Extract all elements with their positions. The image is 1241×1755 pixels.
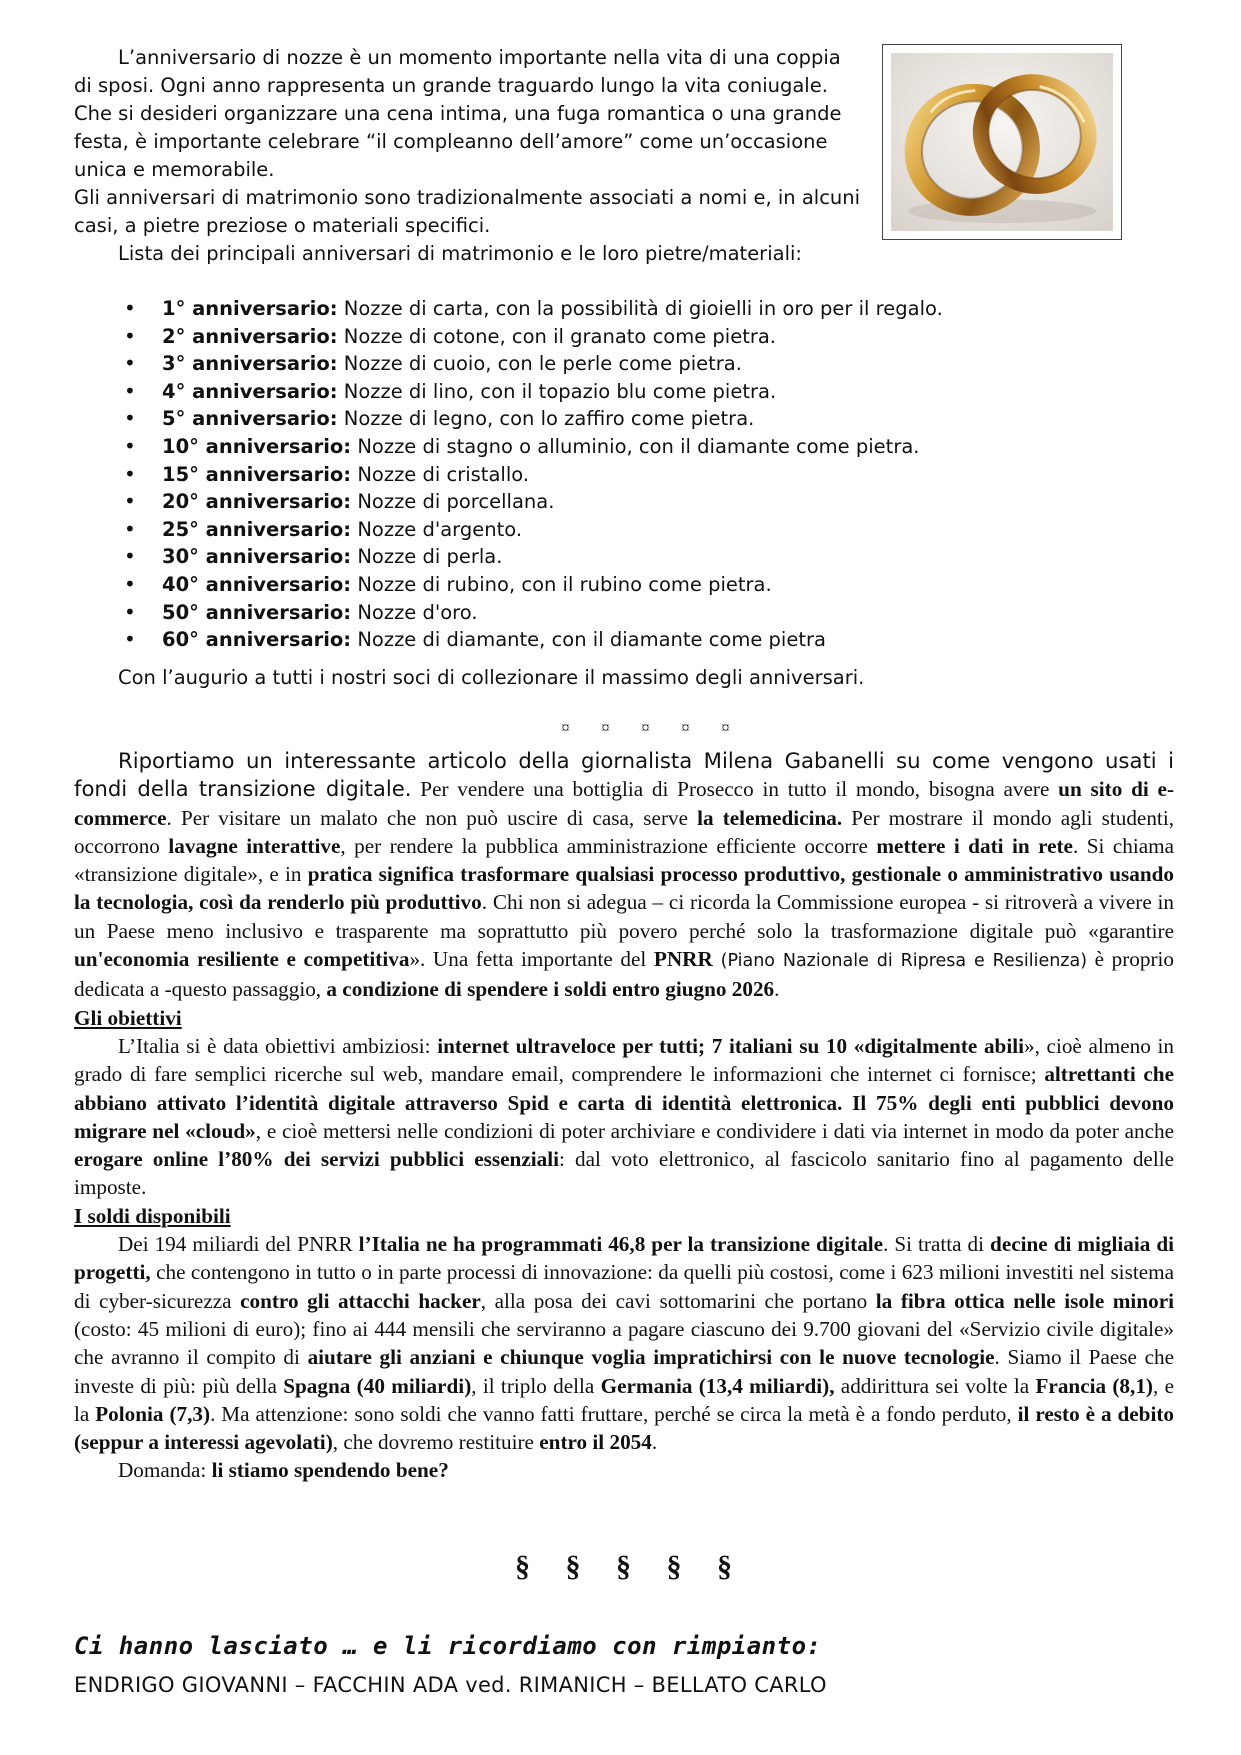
- text-run: . Per visitare un malato che non può uscire di casa, serve: [166, 805, 698, 830]
- text-run: addirittura sei volte la: [834, 1373, 1036, 1398]
- text-run: .: [651, 1430, 658, 1455]
- intro-section: [74, 44, 864, 268]
- bold-text: altrettanti che abbiano attivato l’identità digitale attraverso Spid e carta di identità elettronica. Il 75% degli enti pubblici devono migrare nel «cloud»: [74, 1062, 1174, 1143]
- text-run: è proprio dedicata a -questo passaggio,: [74, 947, 1175, 1002]
- bold-text: contro gli attacchi hacker: [240, 1288, 481, 1313]
- list-item: • 5° anniversario: Nozze di legno, con lo zaffiro come pietra.: [124, 405, 1024, 433]
- wedding-rings-photo: [891, 53, 1113, 231]
- memoriam-title: Ci hanno lasciato … e li ricordiamo con rimpianto:: [74, 1632, 822, 1660]
- bold-text: pratica significa trasformare qualsiasi processo produttivo, gestionale o amministrativo usando la tecnologia, così da renderlo più produttivo: [74, 862, 1174, 915]
- bold-text: decine di migliaia di progetti,: [74, 1232, 1175, 1285]
- list-item: • 4° anniversario: Nozze di lino, con il topazio blu come pietra.: [124, 378, 1024, 406]
- bold-text: la fibra ottica nelle isole minori: [875, 1288, 1174, 1313]
- article-heading-objectives: Gli obiettivi: [74, 1005, 182, 1030]
- wedding-rings-photo-frame: [882, 44, 1122, 240]
- bold-text: Francia (8,1): [1035, 1373, 1153, 1398]
- text-run: (costo: 45 milioni di euro); fino ai 444 mensili che serviranno a pagare ciascuno dei 9.700 giovani del «Servizio civile digitale» che avranno il compito di: [74, 1316, 1174, 1370]
- text-run: , che dovremo restituire: [332, 1430, 540, 1455]
- text-run: Riportiamo un interessante articolo della giornalista Milena Gabanelli su come vengono usati i fondi della transizione digitale.: [74, 748, 1174, 802]
- memoriam-names: ENDRIGO GIOVANNI – FACCHIN ADA ved. RIMANICH – BELLATO CARLO: [74, 1673, 827, 1697]
- text-run: Dei 194 miliardi del PNRR: [118, 1232, 359, 1257]
- bold-text: aiutare gli anziani e chiunque voglia impratichirsi con le nuove tecnologie: [307, 1345, 995, 1370]
- list-item: • 1° anniversario: Nozze di carta, con la possibilità di gioielli in oro per il regalo.: [124, 295, 1024, 323]
- list-item: • 10° anniversario: Nozze di stagno o alluminio, con il diamante come pietra.: [124, 433, 1024, 461]
- bold-text: Spagna (40 miliardi): [283, 1373, 472, 1398]
- article-heading-funds: I soldi disponibili: [74, 1203, 231, 1228]
- anniversary-list: [124, 295, 1024, 649]
- bold-text: li stiamo spendendo bene?: [211, 1458, 449, 1483]
- text-run: che contengono in tutto o in parte processi di innovazione: da quelli più costosi, come i 623 milioni investiti nel sistema di cyber-sicurezza: [74, 1260, 1174, 1313]
- list-item: • 2° anniversario: Nozze di cotone, con il granato come pietra.: [124, 323, 1024, 351]
- text-run: . Si chiama «transizione digitale», e in: [74, 833, 1175, 887]
- text-run: , e cioè mettersi nelle condizioni di poter archiviare e condividere i dati via internet in modo da poter anche: [255, 1118, 1174, 1143]
- closing-wish: Con l’augurio a tutti i nostri soci di collezionare il massimo degli anniversari.: [118, 666, 865, 689]
- text-run: . Ma attenzione: sono soldi che vanno fatti fruttare, perché se circa la metà è a fondo perduto,: [210, 1401, 1018, 1426]
- text-run: ». Una fetta importante del: [409, 947, 654, 972]
- bold-text: Polonia (7,3): [95, 1401, 211, 1426]
- bold-text: a condizione di spendere i soldi entro giugno 2026: [326, 977, 775, 1002]
- text-run: , alla posa dei cavi sottomarini che portano: [480, 1288, 876, 1313]
- bold-text: Germania (13,4 miliardi),: [600, 1373, 835, 1398]
- text-run: L’Italia si è data obiettivi ambiziosi:: [118, 1033, 438, 1058]
- text-run: , il triplo della: [471, 1373, 601, 1398]
- text-run: Domanda:: [118, 1458, 212, 1483]
- list-item: • 3° anniversario: Nozze di cuoio, con le perle come pietra.: [124, 350, 1024, 378]
- list-item: • 60° anniversario: Nozze di diamante, con il diamante come pietra: [124, 626, 1024, 649]
- article: [74, 747, 1174, 1485]
- intro-paragraph-2: Gli anniversari di matrimonio sono tradizionalmente associati a nomi e, in alcuni casi, a pietre preziose o materiali specifici.: [74, 186, 861, 237]
- intro-paragraph-1: L’anniversario di nozze è un momento importante nella vita di una coppia di sposi. Ogni anno rappresenta un grande traguardo lungo la vita coniugale. Che si desideri organizzare una cena intima, una fuga romantica o una grande festa, è importante celebrare “il compleanno dell’amore” come un’occasione unica e memorabile.: [74, 46, 842, 181]
- list-item: • 15° anniversario: Nozze di cristallo.: [124, 461, 1024, 489]
- article-paragraph-3: [74, 1230, 1174, 1456]
- text-run: Per mostrare il mondo agli studenti, occorrono: [74, 805, 1175, 858]
- text-run: (Piano Nazionale di Ripresa e Resilienza): [712, 951, 1088, 972]
- bold-text: l’Italia ne ha programmati 46,8 per la transizione digitale: [358, 1232, 884, 1257]
- bold-text: il resto è a debito (seppur a interessi agevolati): [74, 1401, 1174, 1455]
- text-run: Per vendere una bottiglia di Prosecco in tutto il mondo, bisogna avere: [411, 777, 1059, 802]
- bold-text: erogare online l’80% dei servizi pubblici essenziali: [74, 1147, 559, 1172]
- intro-paragraph-3: Lista dei principali anniversari di matrimonio e le loro pietre/materiali:: [118, 242, 802, 265]
- bold-text: un'economia resiliente e competitiva: [74, 947, 410, 972]
- text-run: , e la: [74, 1373, 1174, 1426]
- article-paragraph-2: [74, 1032, 1174, 1202]
- section-divider: § § § § §: [515, 1550, 746, 1583]
- bold-text: lavagne interattive: [168, 833, 341, 858]
- section-divider: ¤ ¤ ¤ ¤ ¤: [561, 720, 744, 737]
- bold-text: entro il 2054: [539, 1430, 652, 1455]
- bold-text: mettere i dati in rete: [876, 833, 1073, 858]
- bold-text: la telemedicina.: [697, 805, 843, 830]
- list-item: • 50° anniversario: Nozze d'oro.: [124, 599, 1024, 627]
- text-run: . Siamo il Paese che investe di più: più della: [74, 1345, 1174, 1398]
- article-paragraph-1: [74, 747, 1174, 1004]
- text-run: . Si tratta di: [883, 1232, 991, 1257]
- list-item: • 20° anniversario: Nozze di porcellana.: [124, 488, 1024, 516]
- bold-text: internet ultraveloce per tutti; 7 italiani su 10 «digitalmente abili: [437, 1033, 1024, 1058]
- text-run: , per rendere la pubblica amministrazione efficiente occorre: [340, 833, 877, 858]
- list-item: • 40° anniversario: Nozze di rubino, con il rubino come pietra.: [124, 571, 1024, 599]
- list-item: • 25° anniversario: Nozze d'argento.: [124, 516, 1024, 544]
- text-run: », cioè almeno in grado di fare semplici ricerche sul web, mandare email, comprendere le informazioni che internet ci fornisce;: [74, 1033, 1174, 1087]
- list-item: • 30° anniversario: Nozze di perla.: [124, 543, 1024, 571]
- bold-text: PNRR: [653, 947, 713, 972]
- text-run: . Chi non si adegua – ci ricorda la Commissione europea - si ritroverà a vivere in un Paese meno inclusivo e trasparente ma soprattutto più povero perché solo la trasformazione digitale può «garantire: [74, 890, 1174, 943]
- text-run: .: [774, 977, 780, 1002]
- bold-text: un sito di e-commerce: [74, 777, 1174, 830]
- text-run: : dal voto elettronico, al fascicolo sanitario fino al pagamento delle imposte.: [74, 1147, 1175, 1200]
- article-question: [74, 1456, 1174, 1484]
